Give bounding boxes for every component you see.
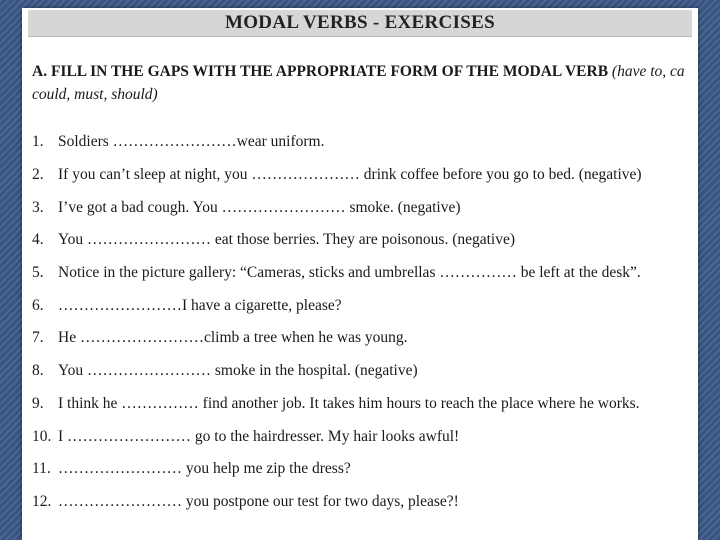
instructions-heading: A. FILL IN THE GAPS WITH THE APPROPRIATE FORM OF THE MODAL VERB bbox=[32, 63, 609, 80]
exercise-number: 9. bbox=[32, 394, 44, 412]
exercise-item bbox=[32, 126, 698, 159]
exercise-number: 5. bbox=[32, 264, 44, 282]
exercise-item bbox=[32, 388, 698, 421]
exercise-item bbox=[32, 420, 698, 453]
instructions-line-2 bbox=[32, 83, 698, 106]
exercise-number: 8. bbox=[32, 362, 44, 380]
exercise-item bbox=[32, 224, 698, 257]
exercise-item bbox=[32, 159, 698, 192]
exercise-number: 7. bbox=[32, 329, 44, 347]
exercise-text: If you can’t sleep at night, you ………………… drink coffee before you go to bed. (negative) bbox=[58, 166, 642, 184]
exercise-item bbox=[32, 257, 698, 290]
instructions-line-1 bbox=[32, 60, 698, 83]
exercise-item bbox=[32, 322, 698, 355]
exercise-text: Soldiers ……………………wear uniform. bbox=[58, 133, 325, 151]
exercise-number: 6. bbox=[32, 296, 44, 314]
exercise-number: 12. bbox=[32, 492, 52, 510]
instructions-options-1: (have to, ca bbox=[611, 63, 685, 80]
exercise-text: I …………………… go to the hairdresser. My hair looks awful! bbox=[58, 427, 460, 445]
exercise-text: …………………… you help me zip the dress? bbox=[58, 460, 351, 478]
exercise-item bbox=[32, 355, 698, 388]
exercise-text: …………………… you postpone our test for two days, please?! bbox=[58, 492, 459, 510]
worksheet bbox=[22, 8, 698, 540]
instructions bbox=[32, 60, 698, 106]
exercise-list bbox=[32, 126, 698, 518]
exercise-number: 4. bbox=[32, 231, 44, 249]
exercise-text: I think he …………… find another job. It takes him hours to reach the place where he works. bbox=[58, 394, 640, 412]
exercise-text: I’ve got a bad cough. You …………………… smoke. (negative) bbox=[58, 198, 461, 216]
instructions-options-2: could, must, should) bbox=[32, 86, 158, 103]
exercise-item bbox=[32, 191, 698, 224]
exercise-number: 3. bbox=[32, 198, 44, 216]
exercise-number: 1. bbox=[32, 133, 44, 151]
exercise-number: 10. bbox=[32, 427, 52, 445]
exercise-text: ……………………I have a cigarette, please? bbox=[58, 296, 342, 314]
exercise-item bbox=[32, 289, 698, 322]
exercise-number: 2. bbox=[32, 166, 44, 184]
exercise-text: You …………………… eat those berries. They are poisonous. (negative) bbox=[58, 231, 516, 249]
page-title: MODAL VERBS - EXERCISES bbox=[225, 12, 495, 33]
exercise-item bbox=[32, 486, 698, 519]
exercise-item bbox=[32, 453, 698, 486]
exercise-text: Notice in the picture gallery: “Cameras, sticks and umbrellas …………… be left at the desk”. bbox=[58, 264, 641, 282]
exercise-text: He ……………………climb a tree when he was young. bbox=[58, 329, 408, 347]
title-bar bbox=[28, 10, 692, 37]
exercise-text: You …………………… smoke in the hospital. (negative) bbox=[58, 362, 418, 380]
exercise-number: 11. bbox=[32, 460, 51, 478]
